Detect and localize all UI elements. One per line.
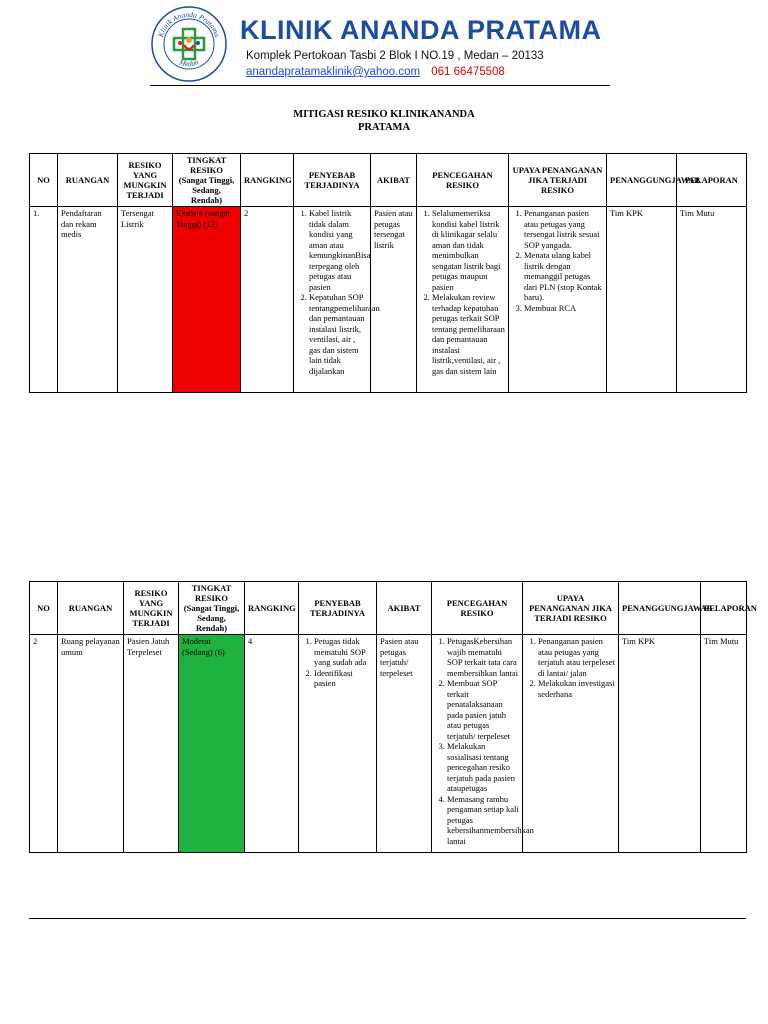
cell-resiko: Tersengat Listrik: [118, 207, 173, 393]
cell-akibat: Pasien atau petugas tersengat listrik: [371, 207, 417, 393]
cell-penyebab: [299, 635, 377, 853]
header-akibat: AKIBAT: [371, 154, 417, 207]
cell-penyebab: [294, 207, 380, 393]
cell-penanggungjawab: Tim KPK: [607, 207, 677, 393]
footer-divider: [29, 918, 746, 919]
list-item: 3. Melakukan sosialisasi tentang pencegahan resiko terjatuh pada pasien ataupetugas: [447, 741, 519, 794]
risk-table-2: [29, 581, 757, 853]
cell-pelaporan: Tim Mutu: [677, 207, 747, 393]
header-ruangan: RUANGAN: [58, 582, 124, 635]
letterhead: [150, 5, 620, 83]
header-rangking: RANGKING: [245, 582, 299, 635]
cell-akibat: Pasien atau petugas terjatuh/ terpeleset: [377, 635, 432, 853]
header-no: NO: [30, 154, 58, 207]
list-item: 4. Memasang rambu pengaman setiap kali petugas kebersihanmembersihkan lantai: [447, 794, 519, 847]
list-item: 1. Petugas tidak mematuhi SOP yang sudah ada: [314, 636, 373, 668]
clinic-phone: 061 66475508: [431, 66, 505, 78]
cell-pencegahan: [417, 207, 509, 393]
cell-ruangan: Pendaftaran dan rekam medis: [58, 207, 118, 393]
cell-no: 2: [30, 635, 58, 853]
clinic-logo-icon: [150, 5, 228, 83]
header-resiko: RESIKO YANG MUNGKIN TERJADI: [118, 154, 173, 207]
clinic-email-link[interactable]: anandapratamaklinik@yahoo.com: [246, 66, 421, 78]
upaya-list: [512, 208, 603, 313]
list-item: 2. Melakukan review terhadap kepatuhan petugas terkait SOP tentang pemeliharaan dan pemantauan instalasi listrik,ventilasi, air , gas dan sistem lain: [432, 292, 505, 376]
header-rangking: RANGKING: [241, 154, 294, 207]
cell-tingkat-risk-level: Ekstrim (sangat Tinggi) (12): [173, 207, 241, 393]
header-pelaporan: PELAPORAN: [677, 154, 747, 207]
header-penanggungjawab: PENANGGUNGJAWAB: [607, 154, 677, 207]
svg-text:Medan: Medan: [178, 57, 200, 69]
header-no: NO: [30, 582, 58, 635]
header-pencegahan: PENCEGAHAN RESIKO: [432, 582, 523, 635]
header-upaya: UPAYA PENANGANAN JIKA TERJADI RESIKO: [509, 154, 607, 207]
penyebab-list: [297, 208, 380, 376]
risk-table-1: [29, 153, 747, 393]
header-upaya: UPAYA PENANGANAN JIKA TERJADI RESIKO: [523, 582, 619, 635]
cell-rangking: 4: [245, 635, 299, 853]
header-tingkat: TINGKAT RESIKO (Sangat Tinggi, Sedang, Rendah): [179, 582, 245, 635]
title-line-1: MITIGASI RESIKO KLINIKANANDA: [293, 109, 475, 120]
list-item: 1. Kabel listrik tidak dalam kondisi yang aman atau kemungkinanBisa terpegang oleh petugas atau pasien: [309, 208, 367, 292]
penyebab-list: [302, 636, 373, 689]
cell-pencegahan: [432, 635, 534, 853]
header-penanggungjawab: PENANGGUNGJAWAB: [619, 582, 701, 635]
list-item: 1. Penanganan pasien atau petugas yang tersengat listrik sesuai SOP yangada.: [524, 208, 603, 250]
header-resiko: RESIKO YANG MUNGKIN TERJADI: [124, 582, 179, 635]
header-tingkat: TINGKAT RESIKO (Sangat Tinggi, Sedang, Rendah): [173, 154, 241, 207]
list-item: 1. PetugasKebersihan wajib mematuhi SOP terkait tata cara membersihkan lantai: [447, 636, 519, 678]
cell-ruangan: Ruang pelayanan umum: [58, 635, 124, 853]
table-row: [30, 635, 747, 853]
upaya-list: [526, 636, 615, 699]
list-item: 3. Membuat RCA: [524, 303, 603, 314]
cell-tingkat-risk-level: Moderat (Sedang) (6): [179, 635, 245, 853]
list-item: 2. Membuat SOP terkait penatalaksanaan pada pasien jatuh atau petugas terjatuh/ terpeleset: [447, 678, 519, 741]
cell-upaya: [523, 635, 619, 853]
pencegahan-list: [435, 636, 534, 846]
list-item: 2. Identifikasi pasien: [314, 668, 373, 689]
list-item: 2. Melakukan investigasi sederhana: [538, 678, 615, 699]
cell-penanggungjawab: Tim KPK: [619, 635, 701, 853]
document-title: [0, 108, 768, 134]
list-item: 2. Kepatuhan SOP tentangpemeliharaan dan pemantauan instalasi listrik, ventilasi, air , gas dan sistem lain tidak dijalankan: [309, 292, 367, 376]
cell-rangking: 2: [241, 207, 294, 393]
header-pelaporan: PELAPORAN: [701, 582, 747, 635]
clinic-name: KLINIK ANANDA PRATAMA: [240, 15, 602, 45]
header-pencegahan: PENCEGAHAN RESIKO: [417, 154, 509, 207]
header-akibat: AKIBAT: [377, 582, 432, 635]
list-item: 1. Selalumemeriksa kondisi kabel listrik di klinikagar selalu aman dan tidak menimbulkan sengatan listrik bagi petugas maupun pasien: [432, 208, 505, 292]
cell-upaya: [509, 207, 607, 393]
list-item: 1. Penanganan pasien atau petugas yang terjatuh atau terpeleset di lantai/ jalan: [538, 636, 615, 678]
pencegahan-list: [420, 208, 505, 376]
title-line-2: PRATAMA: [357, 122, 411, 133]
list-item: 2. Menata ulang kabel listrik dengan memanggil petugas dari PLN (stop Kontak baru).: [524, 250, 603, 303]
header-divider: [150, 85, 610, 86]
header-ruangan: RUANGAN: [58, 154, 118, 207]
svg-text:Klinik Ananda Pratama: Klinik Ananda Pratama: [156, 9, 222, 39]
cell-no: 1.: [30, 207, 58, 393]
cell-pelaporan: Tim Mutu: [701, 635, 747, 853]
cell-resiko: Pasien Jatuh Terpeleset: [124, 635, 179, 853]
clinic-address: Komplek Pertokoan Tasbi 2 Blok I NO.19 , Medan – 20133: [246, 50, 544, 62]
table-row: [30, 207, 747, 393]
header-penyebab: PENYEBAB TERJADINYA: [299, 582, 377, 635]
clinic-contact: [246, 66, 505, 78]
header-penyebab: PENYEBAB TERJADINYA: [294, 154, 371, 207]
